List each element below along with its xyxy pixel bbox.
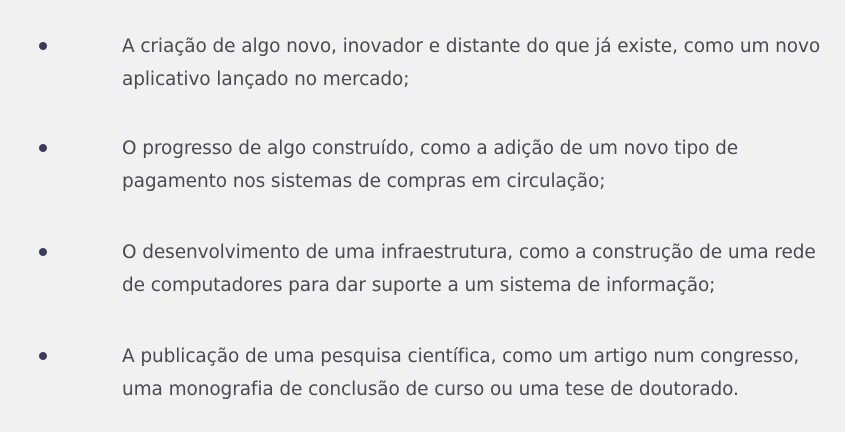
list-item-line: A publicação de uma pesquisa científica, como um artigo num congresso, <box>122 346 800 367</box>
list-item-text <box>122 132 832 198</box>
bullet-dot-icon <box>39 42 47 50</box>
list-item-text <box>122 340 832 406</box>
bullet-dot-icon <box>39 352 47 360</box>
list-item-line: A criação de algo novo, inovador e distante do que já existe, como um novo <box>122 36 821 57</box>
list-item-text <box>122 30 832 96</box>
list-item-text <box>122 236 832 302</box>
list-item-line: de computadores para dar suporte a um sistema de informação; <box>122 275 716 296</box>
bullet-dot-icon <box>39 144 47 152</box>
list-item-line: O progresso de algo construído, como a adição de um novo tipo de <box>122 138 739 159</box>
list-item-line: O desenvolvimento de uma infraestrutura, como a construção de uma rede <box>122 242 816 263</box>
bullet-dot-icon <box>39 248 47 256</box>
list-item-line: uma monografia de conclusão de curso ou uma tese de doutorado. <box>122 379 739 400</box>
list-item-line: aplicativo lançado no mercado; <box>122 69 410 90</box>
list-item-line: pagamento nos sistemas de compras em circulação; <box>122 171 606 192</box>
